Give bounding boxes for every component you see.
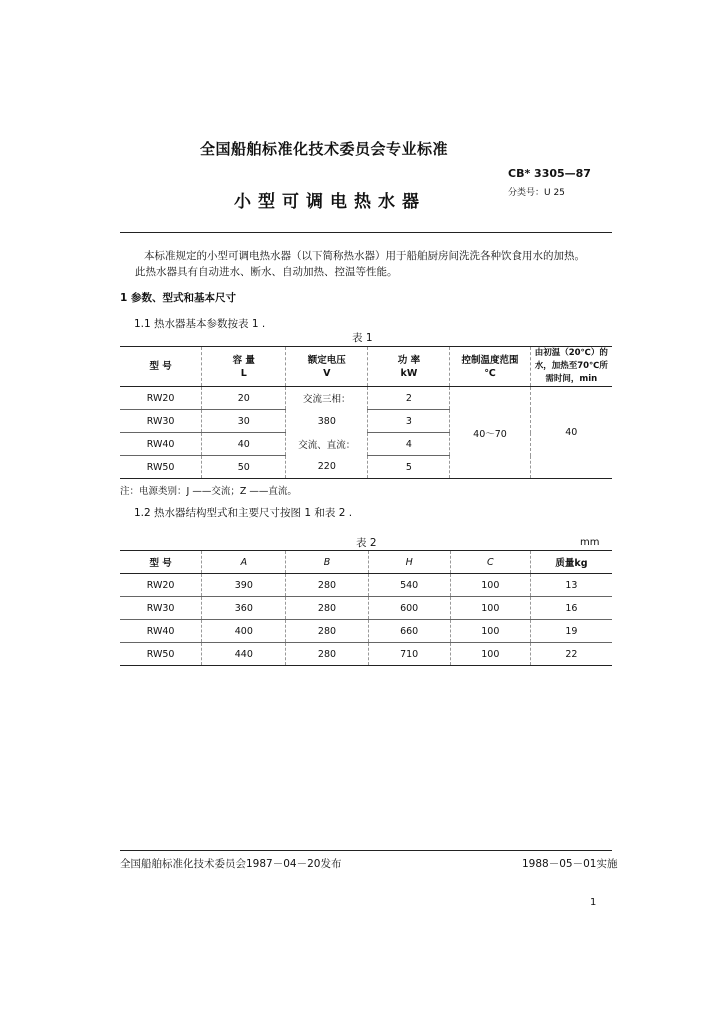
table-row bbox=[120, 643, 612, 666]
cell-capacity: 50 bbox=[202, 456, 286, 479]
cell-model: RW50 bbox=[120, 643, 202, 666]
cell-temp-range: 40～70 bbox=[450, 387, 530, 479]
header-heat-time: 由初温（20℃）的 水，加热至70℃所 需时间，min bbox=[530, 347, 612, 387]
cell-a: 440 bbox=[202, 643, 286, 666]
cell-model: RW40 bbox=[120, 620, 202, 643]
cell-capacity: 30 bbox=[202, 410, 286, 433]
cell-model: RW30 bbox=[120, 410, 202, 433]
table-row bbox=[120, 597, 612, 620]
cell-a: 400 bbox=[202, 620, 286, 643]
cell-model: RW50 bbox=[120, 456, 202, 479]
cell-b: 280 bbox=[286, 597, 368, 620]
table-header-row bbox=[120, 551, 612, 574]
cell-mass: 16 bbox=[530, 597, 612, 620]
cell-a: 360 bbox=[202, 597, 286, 620]
classification-number: 分类号：U 25 bbox=[508, 188, 565, 198]
cell-voltage: 380 bbox=[286, 410, 368, 433]
subsection-1-2: 1.2 热水器结构型式和主要尺寸按图 1 和表 2 . bbox=[134, 507, 353, 519]
table2-caption: 表 2 bbox=[356, 537, 377, 549]
cell-power: 3 bbox=[368, 410, 450, 433]
table-2-dimensions bbox=[120, 550, 612, 666]
cell-h: 710 bbox=[368, 643, 450, 666]
intro-paragraph-1: 本标准规定的小型可调电热水器（以下简称热水器）用于船舶厨房间洗洗各种饮食用水的加热。 bbox=[144, 250, 585, 262]
cell-capacity: 40 bbox=[202, 433, 286, 456]
table2-unit: mm bbox=[580, 537, 600, 548]
cell-c: 100 bbox=[450, 574, 530, 597]
header-model: 型 号 bbox=[120, 347, 202, 387]
cell-model: RW20 bbox=[120, 574, 202, 597]
subsection-1-1: 1.1 热水器基本参数按表 1 . bbox=[134, 318, 266, 330]
cell-b: 280 bbox=[286, 574, 368, 597]
table1-note: 注：电源类别：J ——交流；Z ——直流。 bbox=[120, 486, 297, 497]
effective-date: 1988－05－01实施 bbox=[522, 858, 618, 870]
section-heading: 1 参数、型式和基本尺寸 bbox=[120, 292, 236, 304]
cell-b: 280 bbox=[286, 643, 368, 666]
table-header-row bbox=[120, 347, 612, 387]
cell-power: 5 bbox=[368, 456, 450, 479]
cell-model: RW40 bbox=[120, 433, 202, 456]
cell-mass: 22 bbox=[530, 643, 612, 666]
page-number: 1 bbox=[590, 897, 597, 908]
standard-code: CB* 3305—87 bbox=[508, 167, 591, 180]
document-title: 小型可调电热水器 bbox=[234, 192, 426, 212]
header-capacity: 容 量 L bbox=[202, 347, 286, 387]
table-row bbox=[120, 620, 612, 643]
cell-capacity: 20 bbox=[202, 387, 286, 410]
cell-voltage: 交流三相： bbox=[286, 387, 368, 410]
cell-power: 4 bbox=[368, 433, 450, 456]
cell-h: 600 bbox=[368, 597, 450, 620]
header-voltage: 额定电压 V bbox=[286, 347, 368, 387]
table-row bbox=[120, 387, 612, 410]
header-c: C bbox=[450, 551, 530, 574]
cell-b: 280 bbox=[286, 620, 368, 643]
header-mass: 质量kg bbox=[530, 551, 612, 574]
cell-mass: 19 bbox=[530, 620, 612, 643]
header-temp-range: 控制温度范围 ℃ bbox=[450, 347, 530, 387]
header-b: B bbox=[286, 551, 368, 574]
cell-voltage: 交流、直流： bbox=[286, 433, 368, 456]
header-model: 型 号 bbox=[120, 551, 202, 574]
table-1-parameters bbox=[120, 346, 612, 479]
cell-model: RW20 bbox=[120, 387, 202, 410]
header-h: H bbox=[368, 551, 450, 574]
cell-h: 660 bbox=[368, 620, 450, 643]
footer-separator bbox=[120, 850, 612, 851]
cell-voltage: 220 bbox=[286, 456, 368, 479]
cell-mass: 13 bbox=[530, 574, 612, 597]
cell-c: 100 bbox=[450, 597, 530, 620]
table-row bbox=[120, 574, 612, 597]
header-a: A bbox=[202, 551, 286, 574]
table1-caption: 表 1 bbox=[352, 332, 373, 344]
cell-model: RW30 bbox=[120, 597, 202, 620]
issuing-organization: 全国船舶标准化技术委员会专业标准 bbox=[200, 140, 449, 158]
issue-date: 全国船舶标准化技术委员会1987－04－20发布 bbox=[120, 858, 342, 870]
cell-power: 2 bbox=[368, 387, 450, 410]
cell-c: 100 bbox=[450, 620, 530, 643]
header-power: 功 率 kW bbox=[368, 347, 450, 387]
cell-h: 540 bbox=[368, 574, 450, 597]
title-separator bbox=[120, 232, 612, 233]
cell-a: 390 bbox=[202, 574, 286, 597]
intro-paragraph-2: 此热水器具有自动进水、断水、自动加热、控温等性能。 bbox=[135, 266, 398, 278]
cell-heat-time: 40 bbox=[530, 387, 612, 479]
cell-c: 100 bbox=[450, 643, 530, 666]
